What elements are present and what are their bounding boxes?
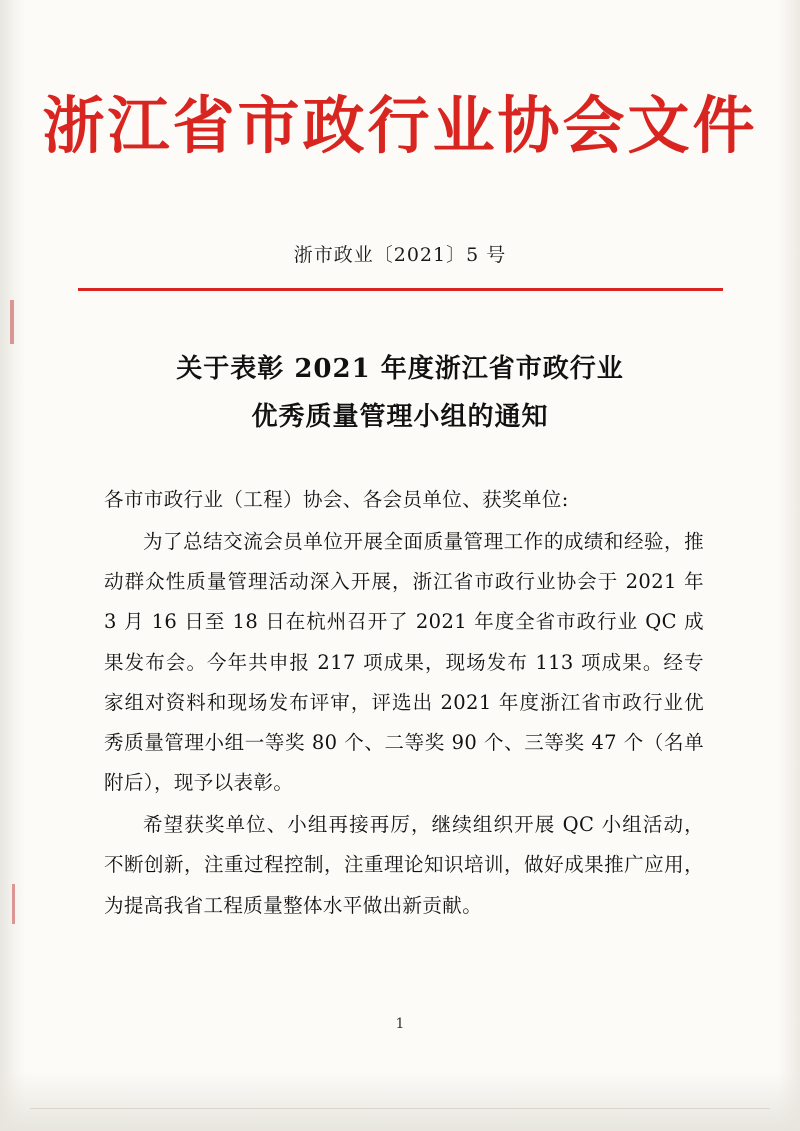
page-bottom-edge (30, 1108, 770, 1109)
page-title-line-2: 优秀质量管理小组的通知 (251, 402, 549, 433)
document-body (104, 480, 704, 928)
page-title (100, 345, 700, 441)
red-divider-rule (78, 288, 723, 291)
page-title-line-1: 关于表彰 2021 年度浙江省市政行业 (176, 354, 624, 384)
scan-edge-shadow-bottom (0, 1071, 800, 1131)
body-paragraph-2: 希望获奖单位、小组再接再厉，继续组织开展 QC 小组活动，不断创新，注重过程控制，注重理论知识培训，做好成果推广应用，为提高我省工程质量整体水平做出新贡献。 (104, 813, 704, 917)
scan-edge-shadow-right (778, 0, 800, 1131)
scan-artifact-mark (10, 300, 14, 344)
scan-artifact-mark (12, 884, 15, 924)
salutation: 各市市政行业（工程）协会、各会员单位、获奖单位: (104, 488, 569, 511)
scan-edge-shadow-left (0, 0, 26, 1131)
body-paragraph-1: 为了总结交流会员单位开展全面质量管理工作的成绩和经验，推动群众性质量管理活动深入开展，浙江省市政行业协会于 2021 年 3 月 16 日至 18 日在杭州召开了 2021 年度全省市政行业 QC 成果发布会。今年共申报 217 项成果，现场发布 113 项成果。经专家组对资料和现场发布评审，评选出 2021 年度浙江省市政行业优秀质量管理小组一等奖 80 个、二等奖 90 个、三等奖 47 个（名单附后），现予以表彰。 (104, 530, 704, 795)
document-number: 浙市政业〔2021〕5 号 (293, 244, 507, 266)
document-masthead: 浙江省市政行业协会文件 (42, 89, 758, 162)
page-number: 1 (395, 1016, 405, 1032)
